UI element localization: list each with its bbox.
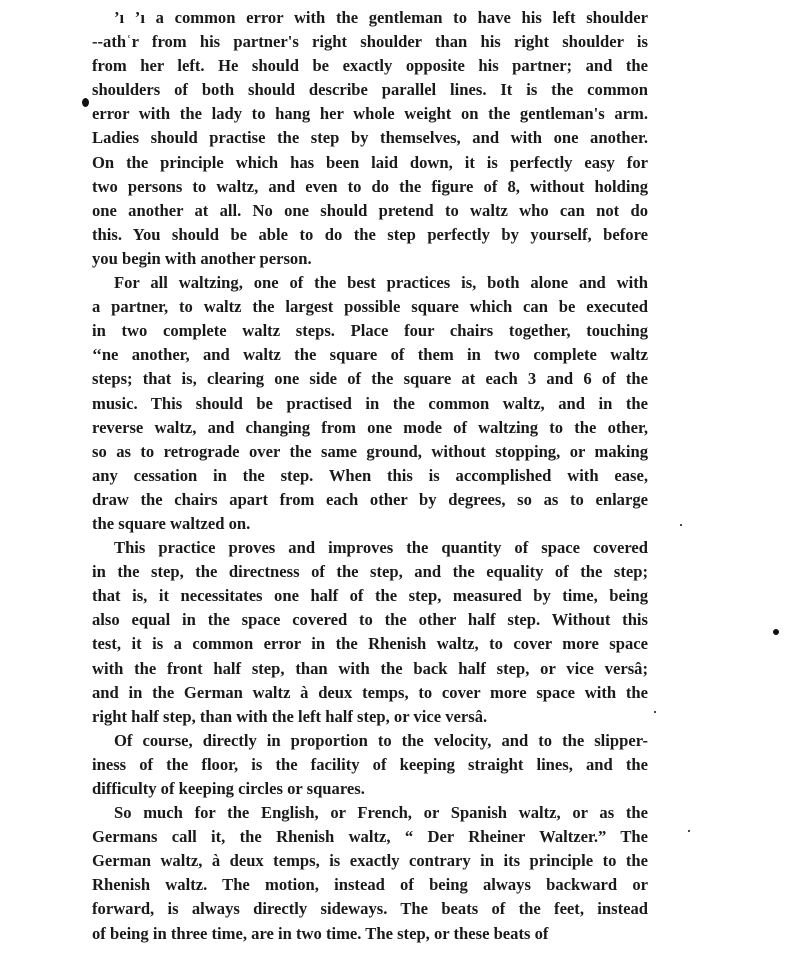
- page-body-text: [92, 6, 648, 946]
- text-line: ‑‑athʿr from his partner's right shoulder than his right shoulder is: [92, 32, 648, 52]
- text-line: forward, is always directly sideways. The beats of the feet, instead: [92, 899, 648, 919]
- text-line: from her left. He should be exactly opposite his partner; and the: [92, 56, 648, 76]
- text-line: ’ı ’ı a common error with the gentleman to have his left shoulder: [114, 8, 648, 27]
- text-line: Rhenish waltz. The motion, instead of being always backward or: [92, 875, 648, 895]
- ink-speck: [773, 629, 779, 635]
- text-line: Germans call it, the Rhenish waltz, “ Der Rheiner Waltzer.” The: [92, 827, 648, 847]
- text-line: draw the chairs apart from each other by degrees, so as to enlarge: [92, 489, 648, 509]
- text-line: any cessation in the step. When this is accomplished with ease,: [92, 465, 648, 485]
- text-line: two persons to waltz, and even to do the figure of 8, without holding: [92, 176, 648, 196]
- text-line: you begin with another person.: [92, 248, 312, 268]
- ink-speck: [654, 711, 656, 713]
- text-line: steps; that is, clearing one side of the square at each 3 and 6 of the: [92, 369, 648, 389]
- text-line: one another at all. No one should pretend to waltz who can not do: [92, 200, 648, 220]
- text-line: For all waltzing, one of the best practices is, both alone and with: [114, 273, 648, 293]
- text-line: the square waltzed on.: [92, 513, 251, 533]
- text-line: shoulders of both should describe parallel lines. It is the common: [92, 80, 648, 100]
- ink-speck: [680, 524, 682, 526]
- text-line: difficulty of keeping circles or squares.: [92, 779, 365, 798]
- text-line: This practice proves and improves the quantity of space covered: [114, 538, 648, 558]
- text-line: test, it is a common error in the Rhenish waltz, to cover more space: [92, 634, 648, 654]
- ink-speck: [688, 830, 690, 832]
- text-line: music. This should be practised in the common waltz, and in the: [92, 393, 648, 413]
- text-line: Of course, directly in proportion to the velocity, and to the slipper-: [114, 730, 648, 750]
- text-line: with the front half step, than with the back half step, or vice versâ;: [92, 658, 648, 678]
- text-line: this. You should be able to do the step perfectly by yourself, before: [92, 224, 648, 244]
- text-line: ‘‘ne another, and waltz the square of them in two complete waltz: [92, 345, 648, 365]
- text-line: error with the lady to hang her whole weight on the gentleman's arm.: [92, 104, 648, 124]
- text-line: and in the German waltz à deux temps, to cover more space with the: [92, 682, 648, 702]
- text-line: On the principle which has been laid down, it is perfectly easy for: [92, 152, 648, 172]
- text-line: in the step, the directness of the step, and the equality of the step;: [92, 562, 648, 582]
- text-line: right half step, than with the left half step, or vice versâ.: [92, 706, 488, 726]
- text-line: reverse waltz, and changing from one mode of waltzing to the other,: [92, 417, 648, 437]
- text-line: So much for the English, or French, or Spanish waltz, or as the: [114, 803, 648, 823]
- text-line: iness of the floor, is the facility of keeping straight lines, and the: [92, 754, 648, 774]
- text-line: so as to retrograde over the same ground, without stopping, or making: [92, 441, 648, 461]
- ink-speck: [82, 98, 89, 107]
- text-line: of being in three time, are in two time. The step, or these beats of: [92, 923, 549, 943]
- text-line: German waltz, à deux temps, is exactly contrary in its principle to the: [92, 851, 648, 871]
- text-line: in two complete waltz steps. Place four chairs together, touching: [92, 321, 648, 341]
- text-line: Ladies should practise the step by themselves, and with one another.: [92, 128, 648, 148]
- text-line: that is, it necessitates one half of the step, measured by time, being: [92, 586, 648, 606]
- text-line: a partner, to waltz the largest possible square which can be executed: [92, 297, 648, 317]
- text-line: also equal in the space covered to the other half step. Without this: [92, 610, 648, 630]
